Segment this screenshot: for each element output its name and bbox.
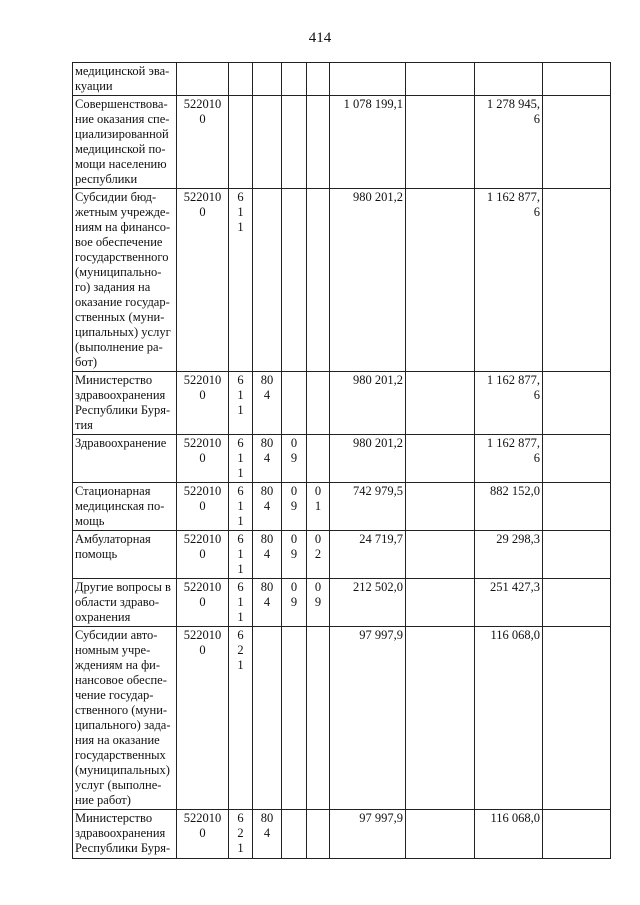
ministry-code — [253, 189, 282, 372]
subsection-code — [307, 810, 330, 859]
amount-year-2: 1 278 945, 6 — [475, 96, 543, 189]
subsection-code — [307, 189, 330, 372]
section-code — [282, 372, 307, 435]
amount-year-1: 212 502,0 — [330, 579, 406, 627]
ministry-code: 80 4 — [253, 579, 282, 627]
amount-year-2: 116 068,0 — [475, 810, 543, 859]
target-code: 522010 0 — [177, 810, 229, 859]
subsection-code — [307, 435, 330, 483]
target-code: 522010 0 — [177, 96, 229, 189]
amount-year-1: 980 201,2 — [330, 435, 406, 483]
table-row — [73, 810, 611, 859]
target-code: 522010 0 — [177, 372, 229, 435]
target-code: 522010 0 — [177, 435, 229, 483]
amount-year-1: 97 997,9 — [330, 627, 406, 810]
ministry-code: 80 4 — [253, 531, 282, 579]
table-row — [73, 483, 611, 531]
amount-year-2: 251 427,3 — [475, 579, 543, 627]
empty-cell — [406, 579, 475, 627]
page-number: 414 — [308, 30, 332, 46]
amount-year-2: 116 068,0 — [475, 627, 543, 810]
amount-year-1: 24 719,7 — [330, 531, 406, 579]
section-code — [282, 189, 307, 372]
subsection-code — [307, 96, 330, 189]
subsection-code — [307, 627, 330, 810]
section-code — [282, 627, 307, 810]
target-code: 522010 0 — [177, 483, 229, 531]
expense-type-code: 6 2 1 — [229, 810, 253, 859]
table-row — [73, 435, 611, 483]
empty-cell — [406, 810, 475, 859]
expense-type-code: 6 2 1 — [229, 627, 253, 810]
ministry-code — [253, 63, 282, 96]
empty-cell — [543, 627, 611, 810]
empty-cell — [406, 96, 475, 189]
empty-cell — [543, 810, 611, 859]
amount-year-1: 97 997,9 — [330, 810, 406, 859]
expense-type-code — [229, 96, 253, 189]
expense-type-code: 6 1 1 — [229, 531, 253, 579]
table-row — [73, 579, 611, 627]
subsection-code: 0 1 — [307, 483, 330, 531]
empty-cell — [406, 483, 475, 531]
table-row — [73, 531, 611, 579]
subsection-code — [307, 372, 330, 435]
item-name: Министерство здравоохранения Республики Буря- тия — [73, 372, 177, 435]
amount-year-2: 882 152,0 — [475, 483, 543, 531]
amount-year-1 — [330, 63, 406, 96]
amount-year-2: 1 162 877, 6 — [475, 435, 543, 483]
item-name: Здравоохранение — [73, 435, 177, 483]
table-row — [73, 372, 611, 435]
item-name: Совершенствова- ние оказания спе- циализированной медицинской по- мощи населению республики — [73, 96, 177, 189]
empty-cell — [406, 435, 475, 483]
item-name: Другие вопросы в области здраво- охранения — [73, 579, 177, 627]
amount-year-1: 742 979,5 — [330, 483, 406, 531]
table-row — [73, 189, 611, 372]
ministry-code: 80 4 — [253, 372, 282, 435]
section-code: 0 9 — [282, 483, 307, 531]
amount-year-2: 29 298,3 — [475, 531, 543, 579]
ministry-code: 80 4 — [253, 435, 282, 483]
section-code: 0 9 — [282, 531, 307, 579]
empty-cell — [543, 483, 611, 531]
empty-cell — [406, 189, 475, 372]
section-code: 0 9 — [282, 435, 307, 483]
expense-type-code: 6 1 1 — [229, 579, 253, 627]
empty-cell — [406, 372, 475, 435]
section-code: 0 9 — [282, 579, 307, 627]
section-code — [282, 810, 307, 859]
target-code: 522010 0 — [177, 189, 229, 372]
budget-table — [72, 62, 611, 859]
ministry-code — [253, 96, 282, 189]
table-row — [73, 627, 611, 810]
empty-cell — [543, 531, 611, 579]
section-code — [282, 63, 307, 96]
subsection-code: 0 2 — [307, 531, 330, 579]
empty-cell — [543, 63, 611, 96]
empty-cell — [406, 63, 475, 96]
empty-cell — [543, 372, 611, 435]
expense-type-code: 6 1 1 — [229, 483, 253, 531]
expense-type-code: 6 1 1 — [229, 435, 253, 483]
table-row — [73, 63, 611, 96]
ministry-code — [253, 627, 282, 810]
empty-cell — [406, 627, 475, 810]
empty-cell — [543, 435, 611, 483]
item-name: Субсидии авто- номным учре- ждениям на фи- нансовое обеспе- чение государ- ственного (муни- ципального) зада- ния на оказание государственных (муниципальных) услуг (выполне- ние работ) — [73, 627, 177, 810]
expense-type-code: 6 1 1 — [229, 372, 253, 435]
empty-cell — [543, 579, 611, 627]
expense-type-code: 6 1 1 — [229, 189, 253, 372]
empty-cell — [406, 531, 475, 579]
item-name: Субсидии бюд- жетным учрежде- ниям на финансо- вое обеспечение государственного (муниципально- го) задания на оказание государ- ственных (муни- ципальных) услуг (выполнение ра- бот) — [73, 189, 177, 372]
subsection-code — [307, 63, 330, 96]
empty-cell — [543, 96, 611, 189]
amount-year-1: 980 201,2 — [330, 189, 406, 372]
item-name: Министерство здравоохранения Республики Буря- — [73, 810, 177, 859]
item-name: Амбулаторная помощь — [73, 531, 177, 579]
target-code — [177, 63, 229, 96]
target-code: 522010 0 — [177, 531, 229, 579]
amount-year-2 — [475, 63, 543, 96]
target-code: 522010 0 — [177, 627, 229, 810]
subsection-code: 0 9 — [307, 579, 330, 627]
empty-cell — [543, 189, 611, 372]
amount-year-2: 1 162 877, 6 — [475, 372, 543, 435]
ministry-code: 80 4 — [253, 810, 282, 859]
table-row — [73, 96, 611, 189]
item-name: медицинской эва- куации — [73, 63, 177, 96]
target-code: 522010 0 — [177, 579, 229, 627]
item-name: Стационарная медицинская по- мощь — [73, 483, 177, 531]
expense-type-code — [229, 63, 253, 96]
ministry-code: 80 4 — [253, 483, 282, 531]
amount-year-1: 980 201,2 — [330, 372, 406, 435]
section-code — [282, 96, 307, 189]
amount-year-1: 1 078 199,1 — [330, 96, 406, 189]
amount-year-2: 1 162 877, 6 — [475, 189, 543, 372]
